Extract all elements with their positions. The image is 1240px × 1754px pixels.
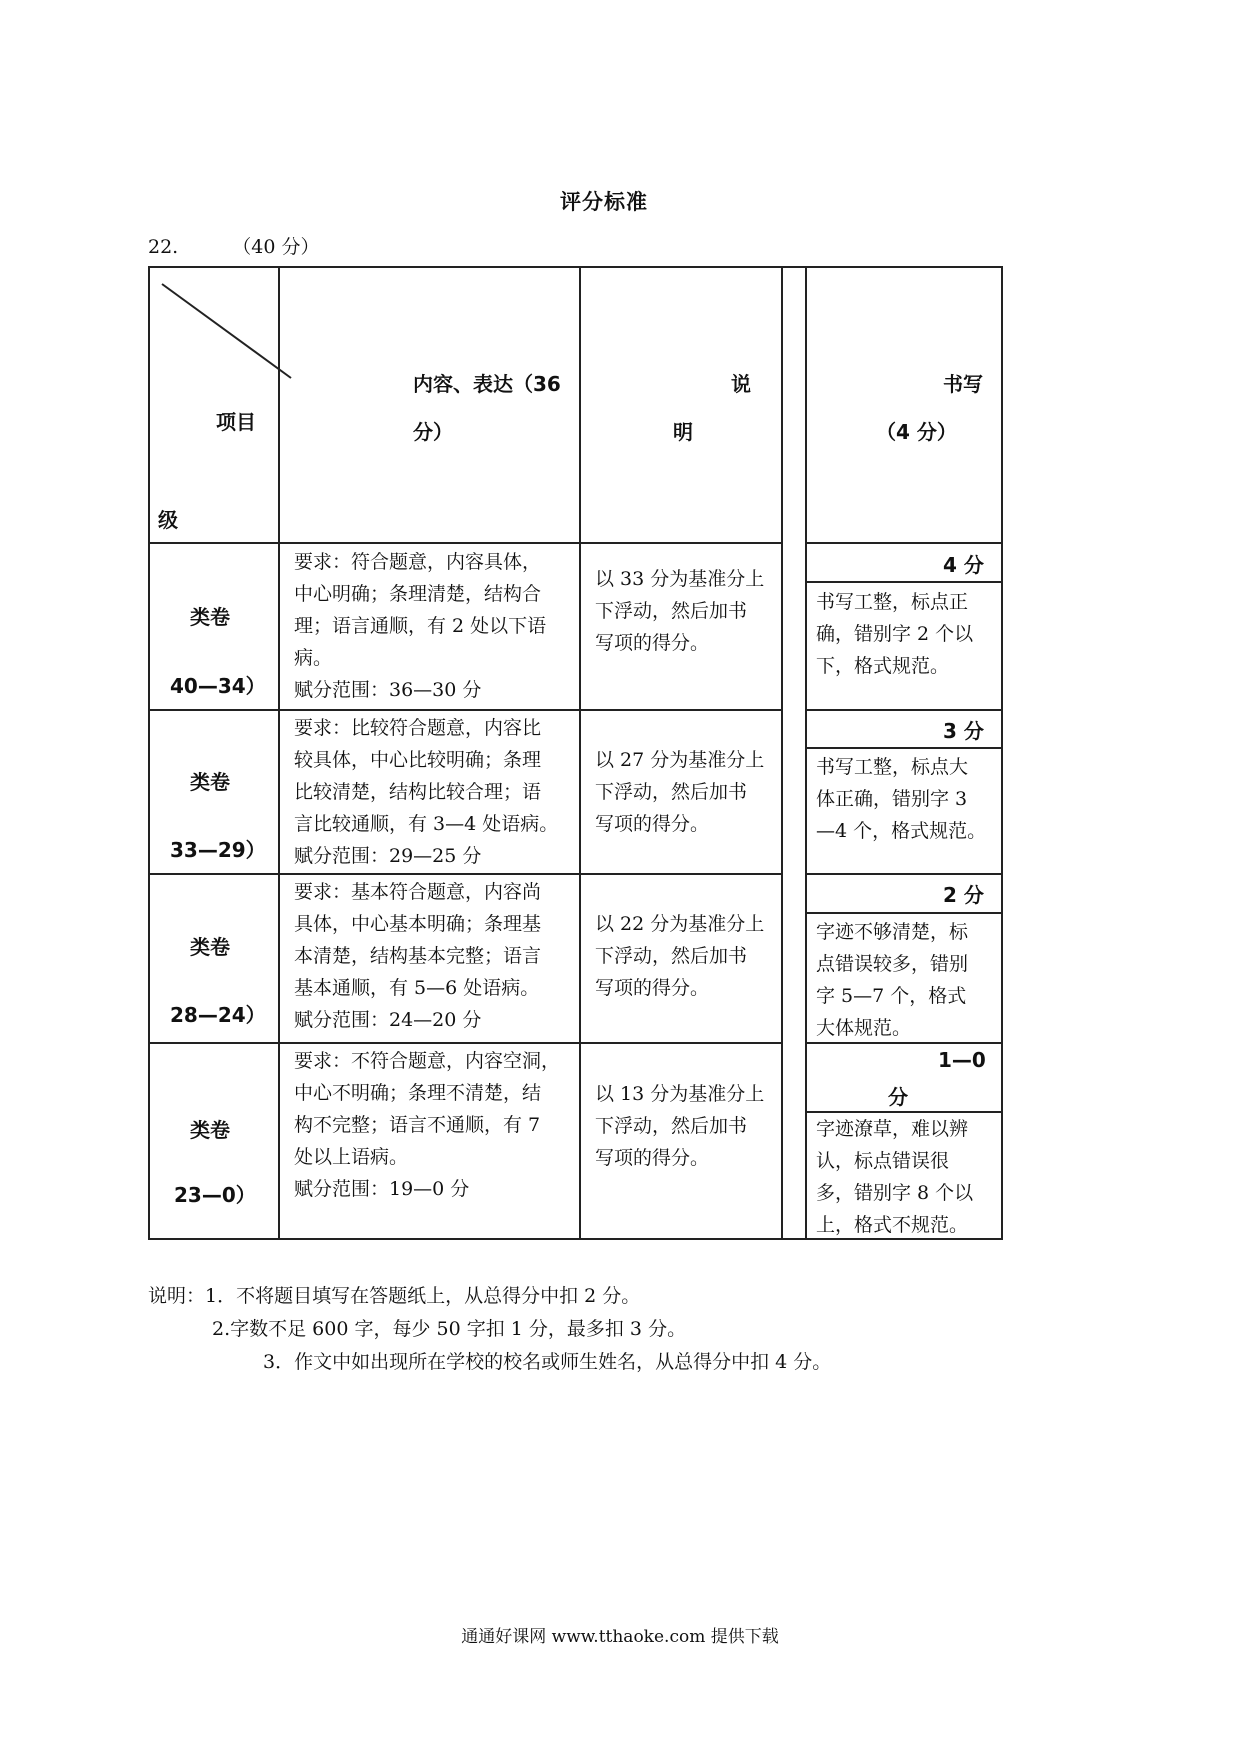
row2-writing-text: 书写工整，标点大 体正确，错别字 3 —4 个，格式规范。 xyxy=(816,756,987,842)
note-3: 3．作文中如出现所在学校的校名或师生姓名，从总得分中扣 4 分。 xyxy=(263,1351,832,1373)
row3-category: 类卷 xyxy=(190,935,230,959)
header-desc-line2: 明 xyxy=(673,420,693,444)
row3-requirements: 要求：基本符合题意，内容尚 具体，中心基本明确；条理基 本清楚，结构基本完整；语言 基本通顺，有 5—6 处语病。 赋分范围：24—20 分 xyxy=(294,881,542,1031)
header-diagonal xyxy=(148,266,298,386)
note-2: 2.字数不足 600 字，每少 50 字扣 1 分，最多扣 3 分。 xyxy=(212,1318,687,1340)
row4-description: 以 13 分为基准分上 下浮动，然后加书 写项的得分。 xyxy=(595,1083,765,1169)
row2-category: 类卷 xyxy=(190,770,230,794)
note-1: 说明：1．不将题目填写在答题纸上，从总得分中扣 2 分。 xyxy=(148,1285,641,1307)
footer-text: 通通好课网 www.tthaoke.com 提供下载 xyxy=(461,1627,779,1647)
row2-description: 以 27 分为基准分上 下浮动，然后加书 写项的得分。 xyxy=(595,749,765,835)
row3-range: 28—24） xyxy=(170,1003,266,1027)
row1-requirements: 要求：符合题意，内容具体， 中心明确；条理清楚，结构合 理；语言通顺，有 2 处以下语 病。 赋分范围：36—30 分 xyxy=(294,551,547,701)
notes-section xyxy=(148,1280,831,1379)
header-writing-line2: （4 分） xyxy=(876,420,957,444)
header-writing-line1: 书写 xyxy=(943,372,983,396)
scoring-table xyxy=(148,266,1003,1240)
row3-writing-score: 2 分 xyxy=(943,883,984,907)
header-item: 项目 xyxy=(216,410,256,434)
row4-writing-score-line2: 分 xyxy=(888,1085,908,1109)
header-desc-line1: 说 xyxy=(731,372,751,396)
row4-writing-text: 字迹潦草，难以辨 认，标点错误很 多，错别字 8 个以 上，格式不规范。 xyxy=(816,1118,974,1236)
row3-description: 以 22 分为基准分上 下浮动，然后加书 写项的得分。 xyxy=(595,913,765,999)
row4-range: 23—0） xyxy=(174,1183,256,1207)
row1-category: 类卷 xyxy=(190,605,230,629)
row2-writing-score: 3 分 xyxy=(943,719,984,743)
row2-requirements: 要求：比较符合题意，内容比 较具体，中心比较明确；条理 比较清楚，结构比较合理；语 言比较通顺，有 3—4 处语病。 赋分范围：29—25 分 xyxy=(294,717,559,867)
question-score: （40 分） xyxy=(232,236,320,258)
row2-range: 33—29） xyxy=(170,838,266,862)
row1-description: 以 33 分为基准分上 下浮动，然后加书 写项的得分。 xyxy=(595,568,765,654)
row4-requirements: 要求：不符合题意，内容空洞， 中心不明确；条理不清楚，结 构不完整；语言不通顺，有 7 处以上语病。 赋分范围：19—0 分 xyxy=(294,1050,561,1200)
header-content-line1: 内容、表达（36 xyxy=(413,372,561,396)
row1-writing-text: 书写工整，标点正 确，错别字 2 个以 下，格式规范。 xyxy=(816,591,974,677)
row4-category: 类卷 xyxy=(190,1118,230,1142)
header-grade: 级 xyxy=(158,508,178,532)
row4-writing-score-line1: 1—0 xyxy=(938,1048,986,1072)
question-number: 22. xyxy=(148,236,179,258)
row1-range: 40—34） xyxy=(170,674,266,698)
row3-writing-text: 字迹不够清楚，标 点错误较多，错别 字 5—7 个，格式 大体规范。 xyxy=(816,921,969,1039)
row1-writing-score: 4 分 xyxy=(943,553,984,577)
header-content-line2: 分） xyxy=(413,420,453,444)
page-title: 评分标准 xyxy=(560,190,648,214)
question-line xyxy=(148,232,319,259)
